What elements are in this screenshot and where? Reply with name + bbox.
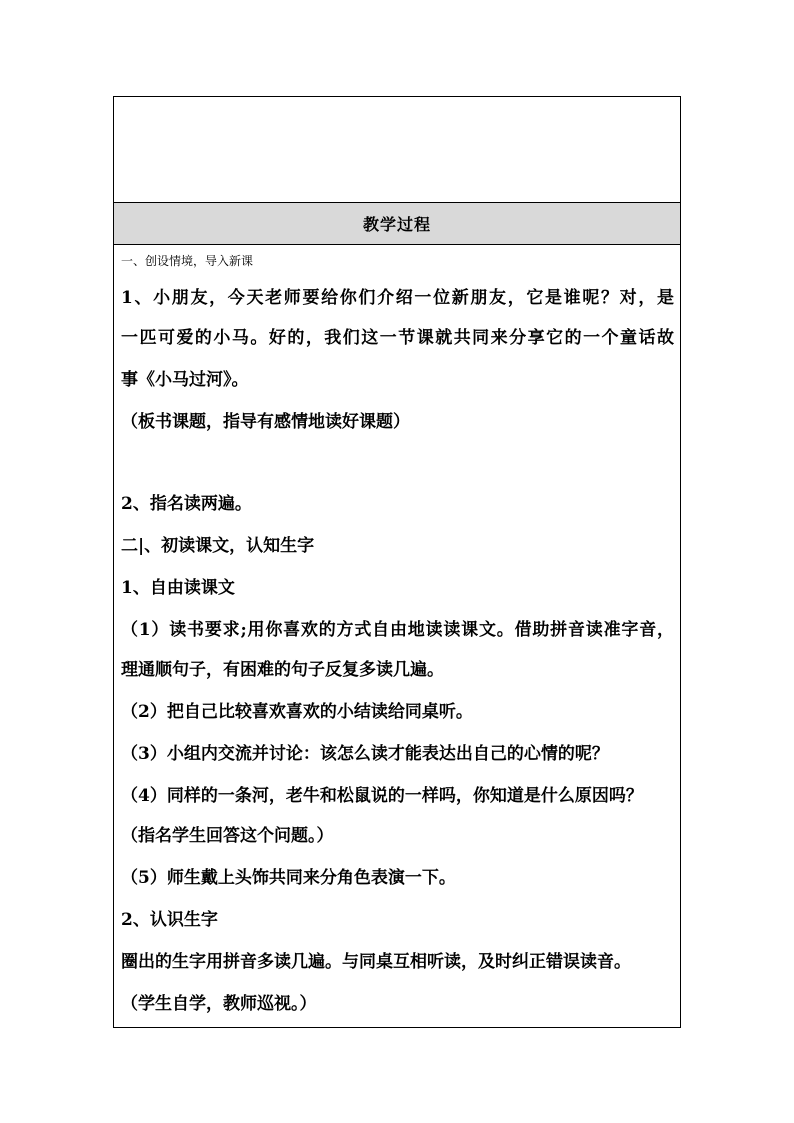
section-heading-reading: 二|、初读课文，认知生字 [121,536,315,556]
content-cell [114,245,680,1027]
text-line: 2、指名读两遍。 [121,494,252,514]
text-line: （指名学生回答这个问题。） [121,826,334,846]
text-line: （1）读书要求;用你喜欢的方式自由地读读课文。借助拼音读准字音， [121,620,674,640]
text-line: 理通顺句子，有困难的句子反复多读几遍。 [121,660,444,680]
lesson-plan-table [113,96,681,1028]
text-line: （3）小组内交流并讨论：该怎么读才能表达出自己的心情的呢？ [121,744,609,764]
text-line: 1、小朋友，今天老师要给你们介绍一位新朋友，它是谁呢？对，是 [121,288,674,308]
text-line: （5）师生戴上头饰共同来分角色表演一下。 [121,868,456,888]
text-line: 1、自由读课文 [121,578,235,598]
empty-top-row [114,97,680,203]
text-line: 圈出的生字用拼音多读几遍。与同桌互相听读，及时纠正错误读音。 [121,952,631,972]
text-line: （板书课题，指导有感情地读好课题） [121,412,410,432]
text-line: 2、认识生字 [121,910,218,930]
section-heading-intro: 一、创设情境，导入新课 [121,254,254,268]
text-line: （学生自学，教师巡视。） [121,994,317,1014]
text-line: 一匹可爱的小马。好的，我们这一节课就共同来分享它的一个童话故 [121,328,674,348]
text-line: 事《小马过河》。 [121,370,249,390]
text-line: （4）同样的一条河，老牛和松鼠说的一样吗，你知道是什么原因吗？ [121,786,643,806]
section-header: 教学过程 [114,203,680,245]
text-line: （2）把自己比较喜欢喜欢的小结读给同桌听。 [121,702,473,722]
